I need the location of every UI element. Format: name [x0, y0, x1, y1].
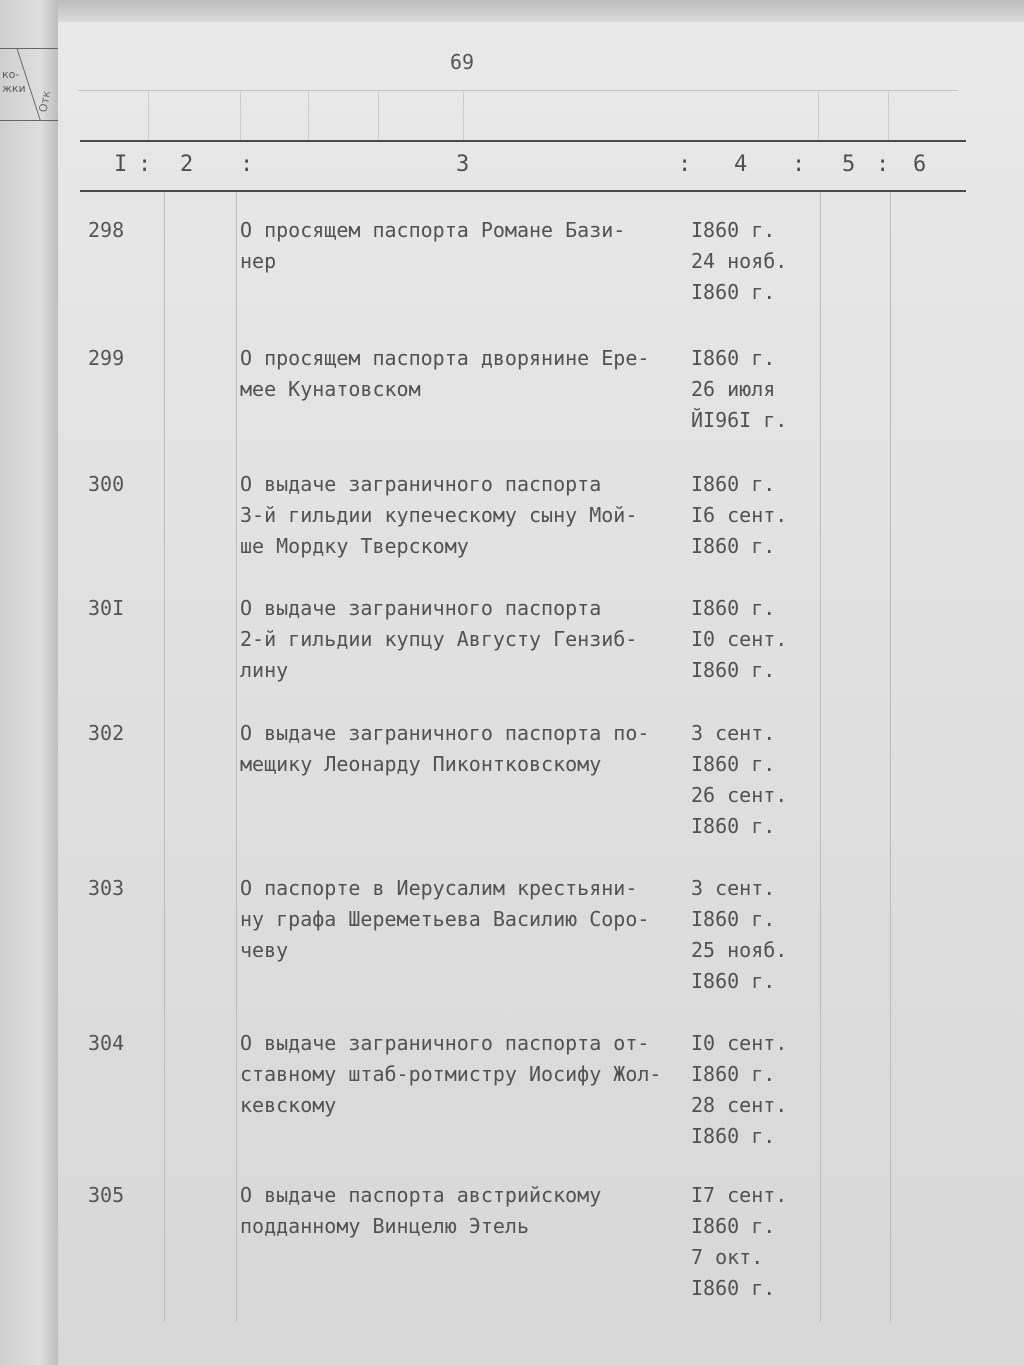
record-number: 30I: [88, 596, 125, 620]
document-page: [58, 0, 1024, 1365]
column-header-sep: :: [792, 152, 806, 177]
column-header-sep: :: [240, 152, 254, 177]
bleed-rule: [463, 90, 464, 140]
record-title: О просящем паспорта дворянине Ере- мее Кунатовском: [240, 346, 650, 401]
record-title: О паспорте в Иерусалим крестьяни- ну графа Шереметьева Василию Соро- чеву: [240, 876, 650, 962]
column-header-4: 4: [734, 152, 748, 177]
bleed-rule: [888, 90, 889, 140]
column-header-sep: :: [876, 152, 890, 177]
record-title: О просящем паспорта Романе Бази- нер: [240, 218, 626, 273]
left-page-header-a: ко- жки: [2, 68, 26, 95]
column-rule: [236, 192, 237, 1322]
column-rule: [890, 192, 891, 1322]
column-header-sep: :: [138, 152, 152, 177]
record-number: 298: [88, 218, 125, 242]
record-number: 305: [88, 1183, 125, 1207]
record-title: О выдаче заграничного паспорта от- ставному штаб-ротмистру Иосифу Жол- кевскому: [240, 1031, 662, 1117]
column-rule: [164, 192, 165, 1322]
page-number: 69: [450, 50, 475, 74]
record-number: 304: [88, 1031, 125, 1055]
bleed-rule: [378, 90, 379, 140]
record-number: 302: [88, 721, 125, 745]
column-header-2: 2: [180, 152, 194, 177]
header-rule-bottom: [80, 190, 966, 192]
record-title: О выдаче паспорта австрийскому подданному Винцелю Этель: [240, 1183, 602, 1238]
record-dates: I7 сент. I860 г. 7 окт. I860 г.: [691, 1183, 788, 1300]
record-dates: I860 г. I6 сент. I860 г.: [691, 472, 788, 558]
bleed-rule: [78, 90, 958, 91]
column-header-5: 5: [842, 152, 856, 177]
column-header-1: I: [114, 152, 128, 177]
bleed-rule: [240, 90, 241, 140]
record-title: О выдаче заграничного паспорта 2-й гильдии купцу Августу Гензиб- лину: [240, 596, 638, 682]
header-rule-top: [80, 140, 966, 142]
left-page-header-b: Отк: [36, 89, 54, 114]
record-number: 303: [88, 876, 125, 900]
record-number: 300: [88, 472, 125, 496]
left-page-rule-top: [0, 48, 58, 49]
record-dates: I860 г. I0 сент. I860 г.: [691, 596, 788, 682]
record-dates: 3 сент. I860 г. 26 сент. I860 г.: [691, 721, 788, 838]
bleed-rule: [308, 90, 309, 140]
previous-page-edge: [0, 0, 60, 1365]
page-top-shadow: [58, 0, 1024, 22]
column-header-6: 6: [913, 152, 927, 177]
column-header-3: 3: [456, 152, 470, 177]
record-dates: 3 сент. I860 г. 25 нояб. I860 г.: [691, 876, 788, 993]
record-title: О выдаче заграничного паспорта 3-й гильдии купеческому сыну Мой- ше Мордку Тверскому: [240, 472, 638, 558]
bleed-rule: [148, 90, 149, 140]
column-header-sep: :: [678, 152, 692, 177]
record-title: О выдаче заграничного паспорта по- мещику Леонарду Пиконтковскому: [240, 721, 650, 776]
record-dates: I0 сент. I860 г. 28 сент. I860 г.: [691, 1031, 788, 1148]
record-number: 299: [88, 346, 125, 370]
left-page-rule-bottom: [0, 120, 58, 121]
record-dates: I860 г. 26 июля ЙI96I г.: [691, 346, 788, 432]
record-dates: I860 г. 24 нояб. I860 г.: [691, 218, 788, 304]
bleed-rule: [818, 90, 819, 140]
